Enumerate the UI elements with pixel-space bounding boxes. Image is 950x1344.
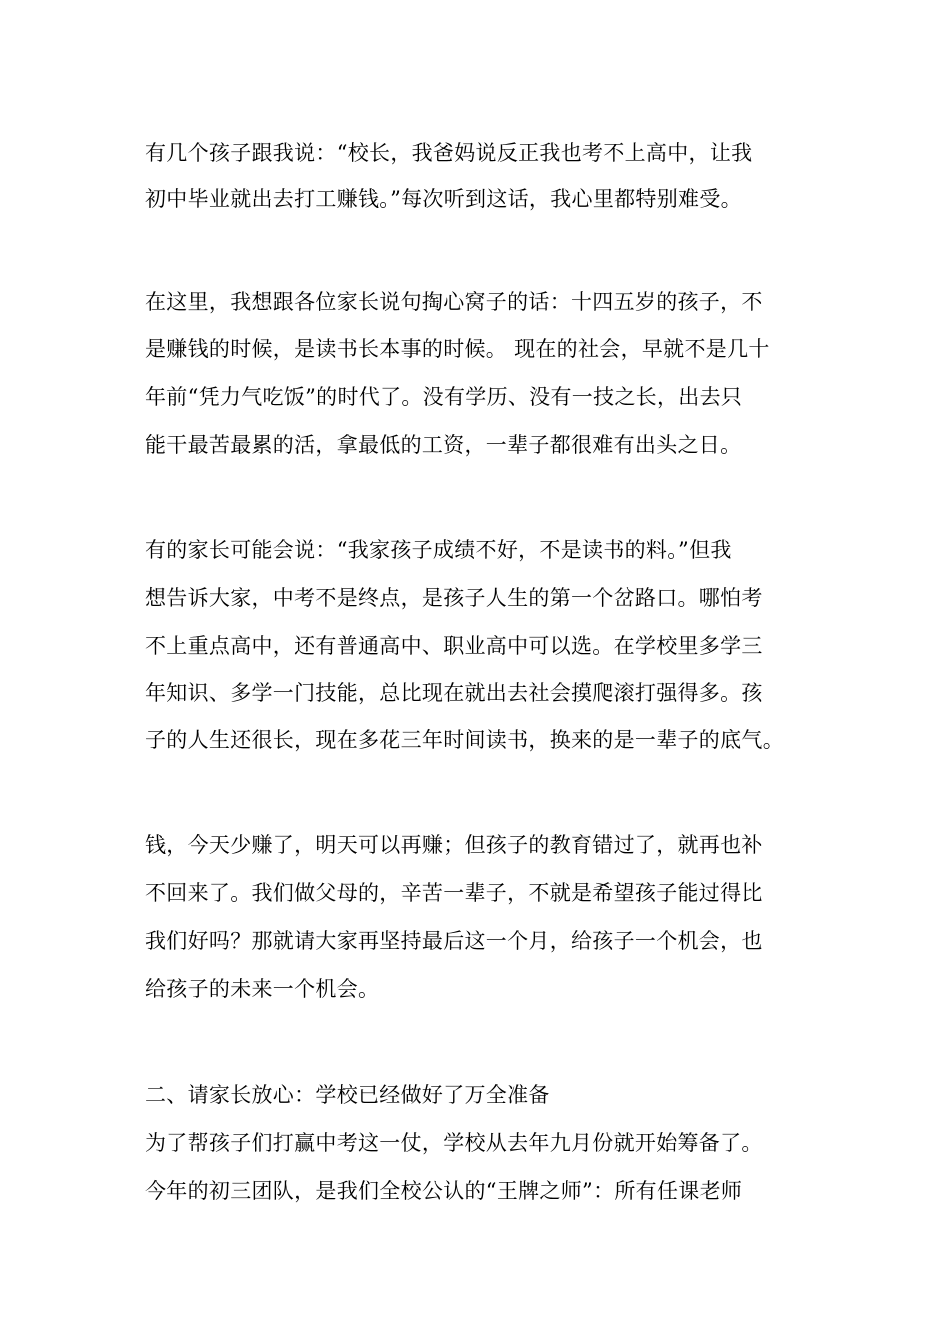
text-line: 在这里，我想跟各位家长说句掏心窝子的话：十四五岁的孩子，不 (145, 290, 763, 314)
text-line: 不上重点高中，还有普通高中、职业高中可以选。在学校里多学三 (145, 634, 763, 658)
text-line: 我们好吗？那就请大家再坚持最后这一个月，给孩子一个机会，也 (145, 929, 763, 953)
text-line: 年知识、多学一门技能，总比现在就出去社会摸爬滚打强得多。孩 (145, 681, 763, 705)
text-line: 想告诉大家，中考不是终点，是孩子人生的第一个岔路口。哪怕考 (145, 586, 763, 610)
text-line: 今年的初三团队，是我们全校公认的“王牌之师”：所有任课老师 (145, 1179, 743, 1203)
text-line: 给孩子的未来一个机会。 (145, 977, 380, 1001)
text-line: 能干最苦最累的活，拿最低的工资，一辈子都很难有出头之日。 (145, 433, 742, 457)
text-line: 年前“凭力气吃饭”的时代了。没有学历、没有一技之长，出去只 (145, 385, 743, 409)
text-line: 初中毕业就出去打工赚钱。”每次听到这话，我心里都特别难受。 (145, 187, 742, 211)
text-line: 子的人生还很长，现在多花三年时间读书，换来的是一辈子的底气。 (145, 728, 784, 752)
text-line: 为了帮孩子们打赢中考这一仗，学校从去年九月份就开始筹备了。 (145, 1131, 763, 1155)
text-line: 不回来了。我们做父母的，辛苦一辈子，不就是希望孩子能过得比 (145, 881, 763, 905)
text-line: 有的家长可能会说：“我家孩子成绩不好，不是读书的料。”但我 (145, 538, 732, 562)
text-line: 钱，今天少赚了，明天可以再赚；但孩子的教育错过了，就再也补 (145, 833, 763, 857)
section-heading: 二、请家长放心：学校已经做好了万全准备 (145, 1083, 550, 1107)
text-line: 有几个孩子跟我说：“校长，我爸妈说反正我也考不上高中，让我 (145, 141, 753, 165)
text-line: 是赚钱的时候，是读书长本事的时候。 现在的社会，早就不是几十 (145, 337, 770, 361)
